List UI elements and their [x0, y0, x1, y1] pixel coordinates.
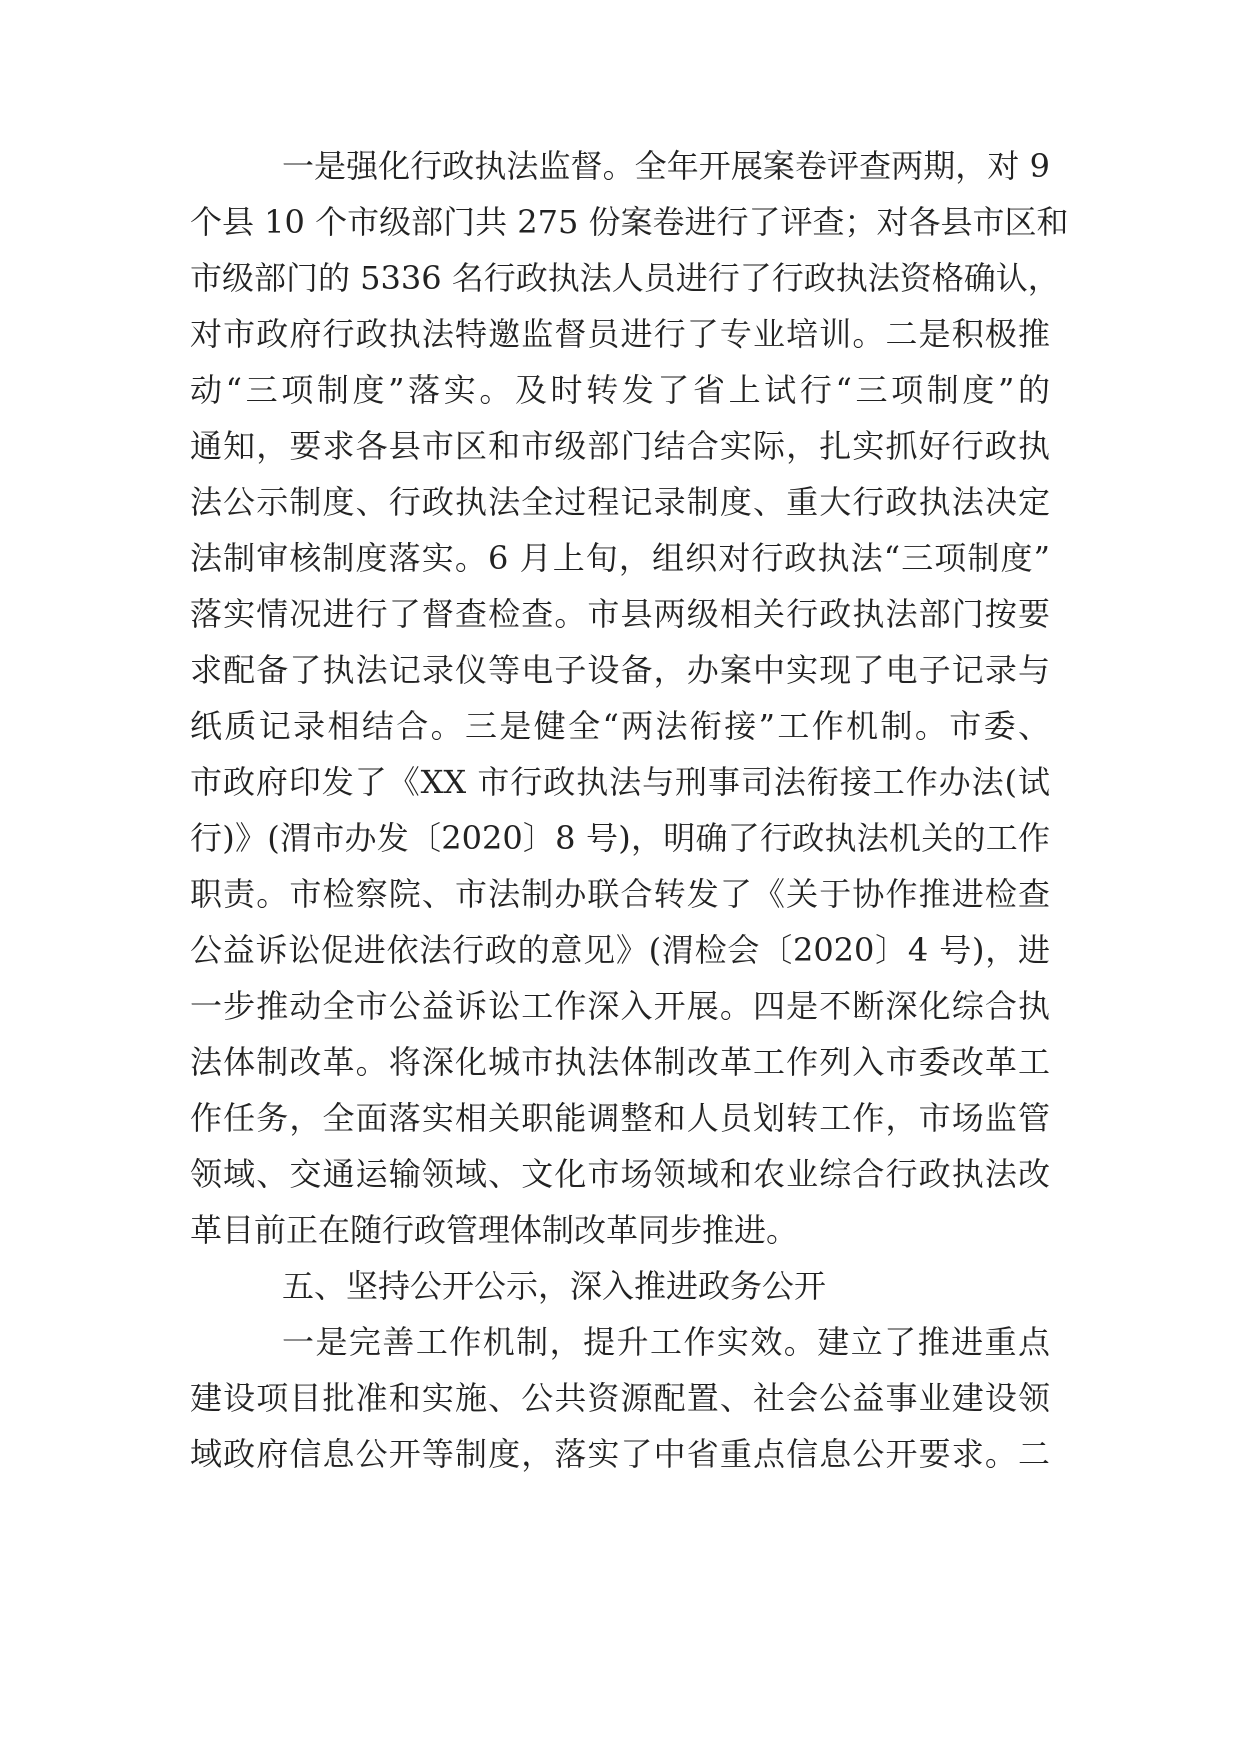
- paragraph-line: 革目前正在随行政管理体制改革同步推进。: [190, 1211, 799, 1249]
- paragraph-line: 一步推动全市公益诉讼工作深入开展。四是不断深化综合执: [190, 987, 1050, 1025]
- section-heading: 五、坚持公开公示，深入推进政务公开: [282, 1267, 827, 1305]
- paragraph-line: 公益诉讼促进依法行政的意见》(渭检会〔2020〕4 号)，进: [190, 931, 1050, 969]
- paragraph-line: 法体制改革。将深化城市执法体制改革工作列入市委改革工: [190, 1043, 1050, 1081]
- paragraph-line: 建设项目批准和实施、公共资源配置、社会公益事业建设领: [190, 1379, 1050, 1417]
- paragraph-line: 一是完善工作机制，提升工作实效。建立了推进重点: [282, 1323, 1050, 1361]
- paragraph-line: 动“三项制度”落实。及时转发了省上试行“三项制度”的: [190, 371, 1050, 409]
- paragraph-line: 法制审核制度落实。6 月上旬，组织对行政执法“三项制度”: [190, 539, 1050, 577]
- paragraph-line: 市政府印发了《XX 市行政执法与刑事司法衔接工作办法(试: [190, 763, 1050, 801]
- paragraph-line: 纸质记录相结合。三是健全“两法衔接”工作机制。市委、: [190, 707, 1050, 745]
- paragraph-line: 职责。市检察院、市法制办联合转发了《关于协作推进检查: [190, 875, 1050, 913]
- paragraph-line: 个县 10 个市级部门共 275 份案卷进行了评查；对各县市区和: [190, 203, 1069, 241]
- paragraph-line: 对市政府行政执法特邀监督员进行了专业培训。二是积极推: [190, 315, 1050, 353]
- paragraph-line: 落实情况进行了督查检查。市县两级相关行政执法部门按要: [190, 595, 1050, 633]
- paragraph-line: 作任务，全面落实相关职能调整和人员划转工作，市场监管: [190, 1099, 1050, 1137]
- paragraph-line: 一是强化行政执法监督。全年开展案卷评查两期，对 9: [282, 147, 1050, 185]
- paragraph-line: 法公示制度、行政执法全过程记录制度、重大行政执法决定: [190, 483, 1050, 521]
- paragraph-line: 领域、交通运输领域、文化市场领域和农业综合行政执法改: [190, 1155, 1050, 1193]
- paragraph-line: 求配备了执法记录仪等电子设备，办案中实现了电子记录与: [190, 651, 1050, 689]
- paragraph-line: 通知，要求各县市区和市级部门结合实际，扎实抓好行政执: [190, 427, 1050, 465]
- paragraph-line: 市级部门的 5336 名行政执法人员进行了行政执法资格确认，: [190, 259, 1060, 297]
- paragraph-line: 域政府信息公开等制度，落实了中省重点信息公开要求。二: [190, 1435, 1050, 1473]
- paragraph-line: 行)》(渭市办发〔2020〕8 号)，明确了行政执法机关的工作: [190, 819, 1050, 857]
